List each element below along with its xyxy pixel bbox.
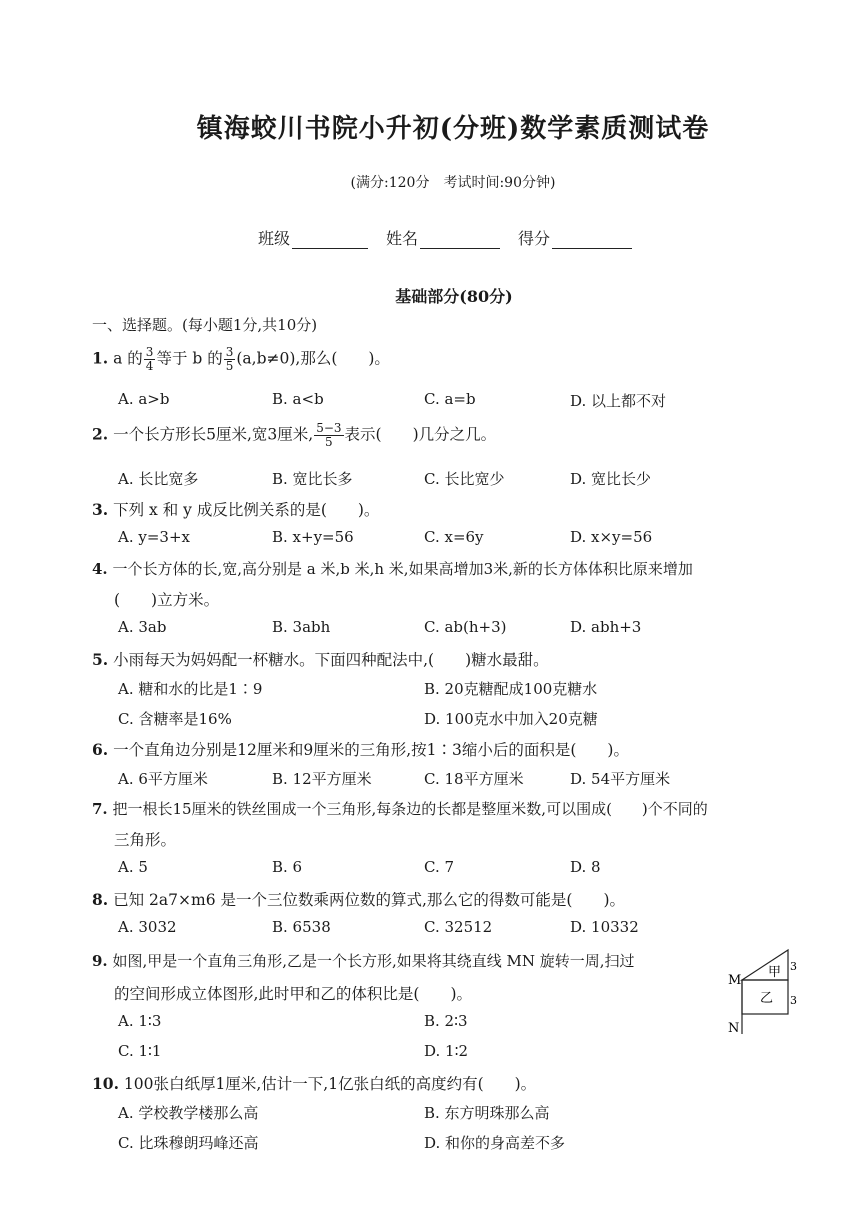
question-number: 8. — [92, 890, 109, 909]
part-heading: 一、选择题。(每小题1分,共10分) — [92, 316, 318, 334]
question-9 — [92, 950, 635, 971]
option-c: C. 18平方厘米 — [424, 770, 524, 788]
question-text: 如图,甲是一个直角三角形,乙是一个长方形,如果将其绕直线 MN 旋转一周,扫过 — [112, 952, 635, 970]
option-d: D. 10332 — [570, 918, 639, 936]
question-number: 9. — [92, 952, 108, 970]
option-a: A. 6平方厘米 — [118, 770, 208, 788]
question-text: 表示( )几分之几。 — [344, 425, 497, 444]
exam-subtitle: (满分:120分 考试时间:90分钟) — [350, 175, 556, 191]
class-blank — [292, 232, 368, 249]
question-5 — [92, 648, 549, 670]
option-d: D. abh+3 — [570, 618, 642, 636]
question-3 — [92, 498, 379, 520]
label-m: M — [728, 973, 742, 988]
question-4 — [92, 558, 693, 579]
option-d: D. 8 — [570, 858, 601, 876]
question-text: a 的 — [113, 349, 143, 368]
score-field — [518, 226, 632, 249]
score-label: 得分 — [518, 229, 551, 248]
option-c: C. x=6y — [424, 528, 484, 546]
option-d: D. x×y=56 — [570, 528, 653, 546]
question-8 — [92, 888, 625, 910]
option-a: A. 糖和水的比是1∶9 — [118, 680, 263, 698]
option-b: B. 宽比长多 — [272, 470, 353, 488]
score-blank — [552, 232, 632, 249]
page-title: 镇海蛟川书院小升初(分班)数学素质测试卷 — [196, 114, 710, 144]
question-text: 一个长方形长5厘米,宽3厘米, — [113, 425, 314, 444]
question-number: 6. — [92, 740, 109, 759]
student-info-row — [258, 226, 650, 249]
question-number: 4. — [92, 560, 108, 578]
fraction: $\frac{3}{4}$ — [145, 345, 154, 373]
class-field — [258, 226, 368, 249]
option-a: A. 3ab — [118, 618, 167, 636]
section-heading: 基础部分(80分) — [395, 287, 513, 306]
option-b: B. 6538 — [272, 918, 331, 936]
option-a: A. 1∶3 — [118, 1012, 162, 1030]
name-label: 姓名 — [386, 229, 419, 248]
option-c: C. 含糖率是16% — [118, 710, 232, 728]
option-b: B. 12平方厘米 — [272, 770, 372, 788]
option-c: C. ab(h+3) — [424, 618, 507, 636]
label-height-1: 3 — [790, 960, 797, 973]
class-label: 班级 — [258, 229, 291, 248]
question-text: 小雨每天为妈妈配一杯糖水。下面四种配法中,( )糖水最甜。 — [113, 651, 549, 669]
question-text: 把一根长15厘米的铁丝围成一个三角形,每条边的长都是整厘米数,可以围成( )个不同的 — [112, 800, 708, 818]
question-number: 5. — [92, 650, 109, 669]
option-d: D. 宽比长少 — [570, 470, 652, 488]
question-number: 7. — [92, 800, 108, 818]
option-a: A. a>b — [118, 390, 170, 408]
question-text: 已知 2a7×m6 是一个三位数乘两位数的算式,那么它的得数可能是( )。 — [113, 891, 626, 909]
option-b: B. 3abh — [272, 618, 331, 636]
option-a: A. y=3+x — [118, 528, 190, 546]
option-c: C. 1∶1 — [118, 1042, 162, 1060]
question-text: 一个长方体的长,宽,高分别是 a 米,b 米,h 米,如果高增加3米,新的长方体体积比原来增加 — [112, 560, 693, 578]
option-d: D. 1∶2 — [424, 1042, 469, 1060]
question-text: 等于 b 的 — [156, 349, 223, 368]
fraction: $\frac{5-3}{5}$ — [316, 421, 342, 449]
question-7 — [92, 798, 708, 819]
question-text: 100张白纸厚1厘米,估计一下,1亿张白纸的高度约有( )。 — [123, 1075, 537, 1093]
option-b: B. 20克糖配成100克糖水 — [424, 680, 598, 698]
rotation-figure — [722, 944, 802, 1040]
option-c: C. 长比宽少 — [424, 470, 505, 488]
question-10 — [92, 1072, 536, 1094]
option-d: D. 和你的身高差不多 — [424, 1134, 566, 1152]
question-number: 2. — [92, 424, 109, 444]
option-a: A. 长比宽多 — [118, 470, 199, 488]
option-d: D. 以上都不对 — [570, 392, 667, 410]
question-4-cont: ( )立方米。 — [114, 591, 220, 609]
question-1 — [92, 346, 390, 373]
option-c: C. 7 — [424, 858, 455, 876]
question-9-cont: 的空间形成立体图形,此时甲和乙的体积比是( )。 — [114, 985, 473, 1003]
option-c: C. 32512 — [424, 918, 493, 936]
question-text: 一个直角边分别是12厘米和9厘米的三角形,按1∶3缩小后的面积是( )。 — [113, 741, 629, 759]
option-a: A. 3032 — [118, 918, 177, 936]
name-field — [386, 226, 500, 249]
option-a: A. 5 — [118, 858, 148, 876]
option-b: B. 6 — [272, 858, 303, 876]
question-2 — [92, 422, 496, 449]
name-blank — [420, 232, 500, 249]
label-n: N — [728, 1021, 740, 1036]
option-a: A. 学校教学楼那么高 — [118, 1104, 259, 1122]
option-b: B. 2∶3 — [424, 1012, 468, 1030]
question-6 — [92, 738, 629, 760]
option-d: D. 100克水中加入20克糖 — [424, 710, 598, 728]
option-c: C. 比珠穆朗玛峰还高 — [118, 1134, 259, 1152]
question-number: 1. — [92, 348, 109, 368]
fraction: $\frac{3}{5}$ — [225, 345, 234, 373]
label-height-2: 3 — [790, 994, 797, 1007]
question-7-cont: 三角形。 — [114, 831, 177, 849]
option-b: B. 东方明珠那么高 — [424, 1104, 550, 1122]
option-b: B. x+y=56 — [272, 528, 354, 546]
question-number: 10. — [92, 1074, 119, 1093]
option-d: D. 54平方厘米 — [570, 770, 671, 788]
option-c: C. a=b — [424, 390, 476, 408]
question-text: 下列 x 和 y 成反比例关系的是( )。 — [113, 501, 380, 519]
question-number: 3. — [92, 500, 109, 519]
question-text: (a,b≠0),那么( )。 — [236, 349, 390, 368]
label-jia: 甲 — [768, 965, 782, 980]
label-yi: 乙 — [760, 991, 774, 1006]
triangle-jia — [742, 950, 788, 980]
option-b: B. a<b — [272, 390, 324, 408]
